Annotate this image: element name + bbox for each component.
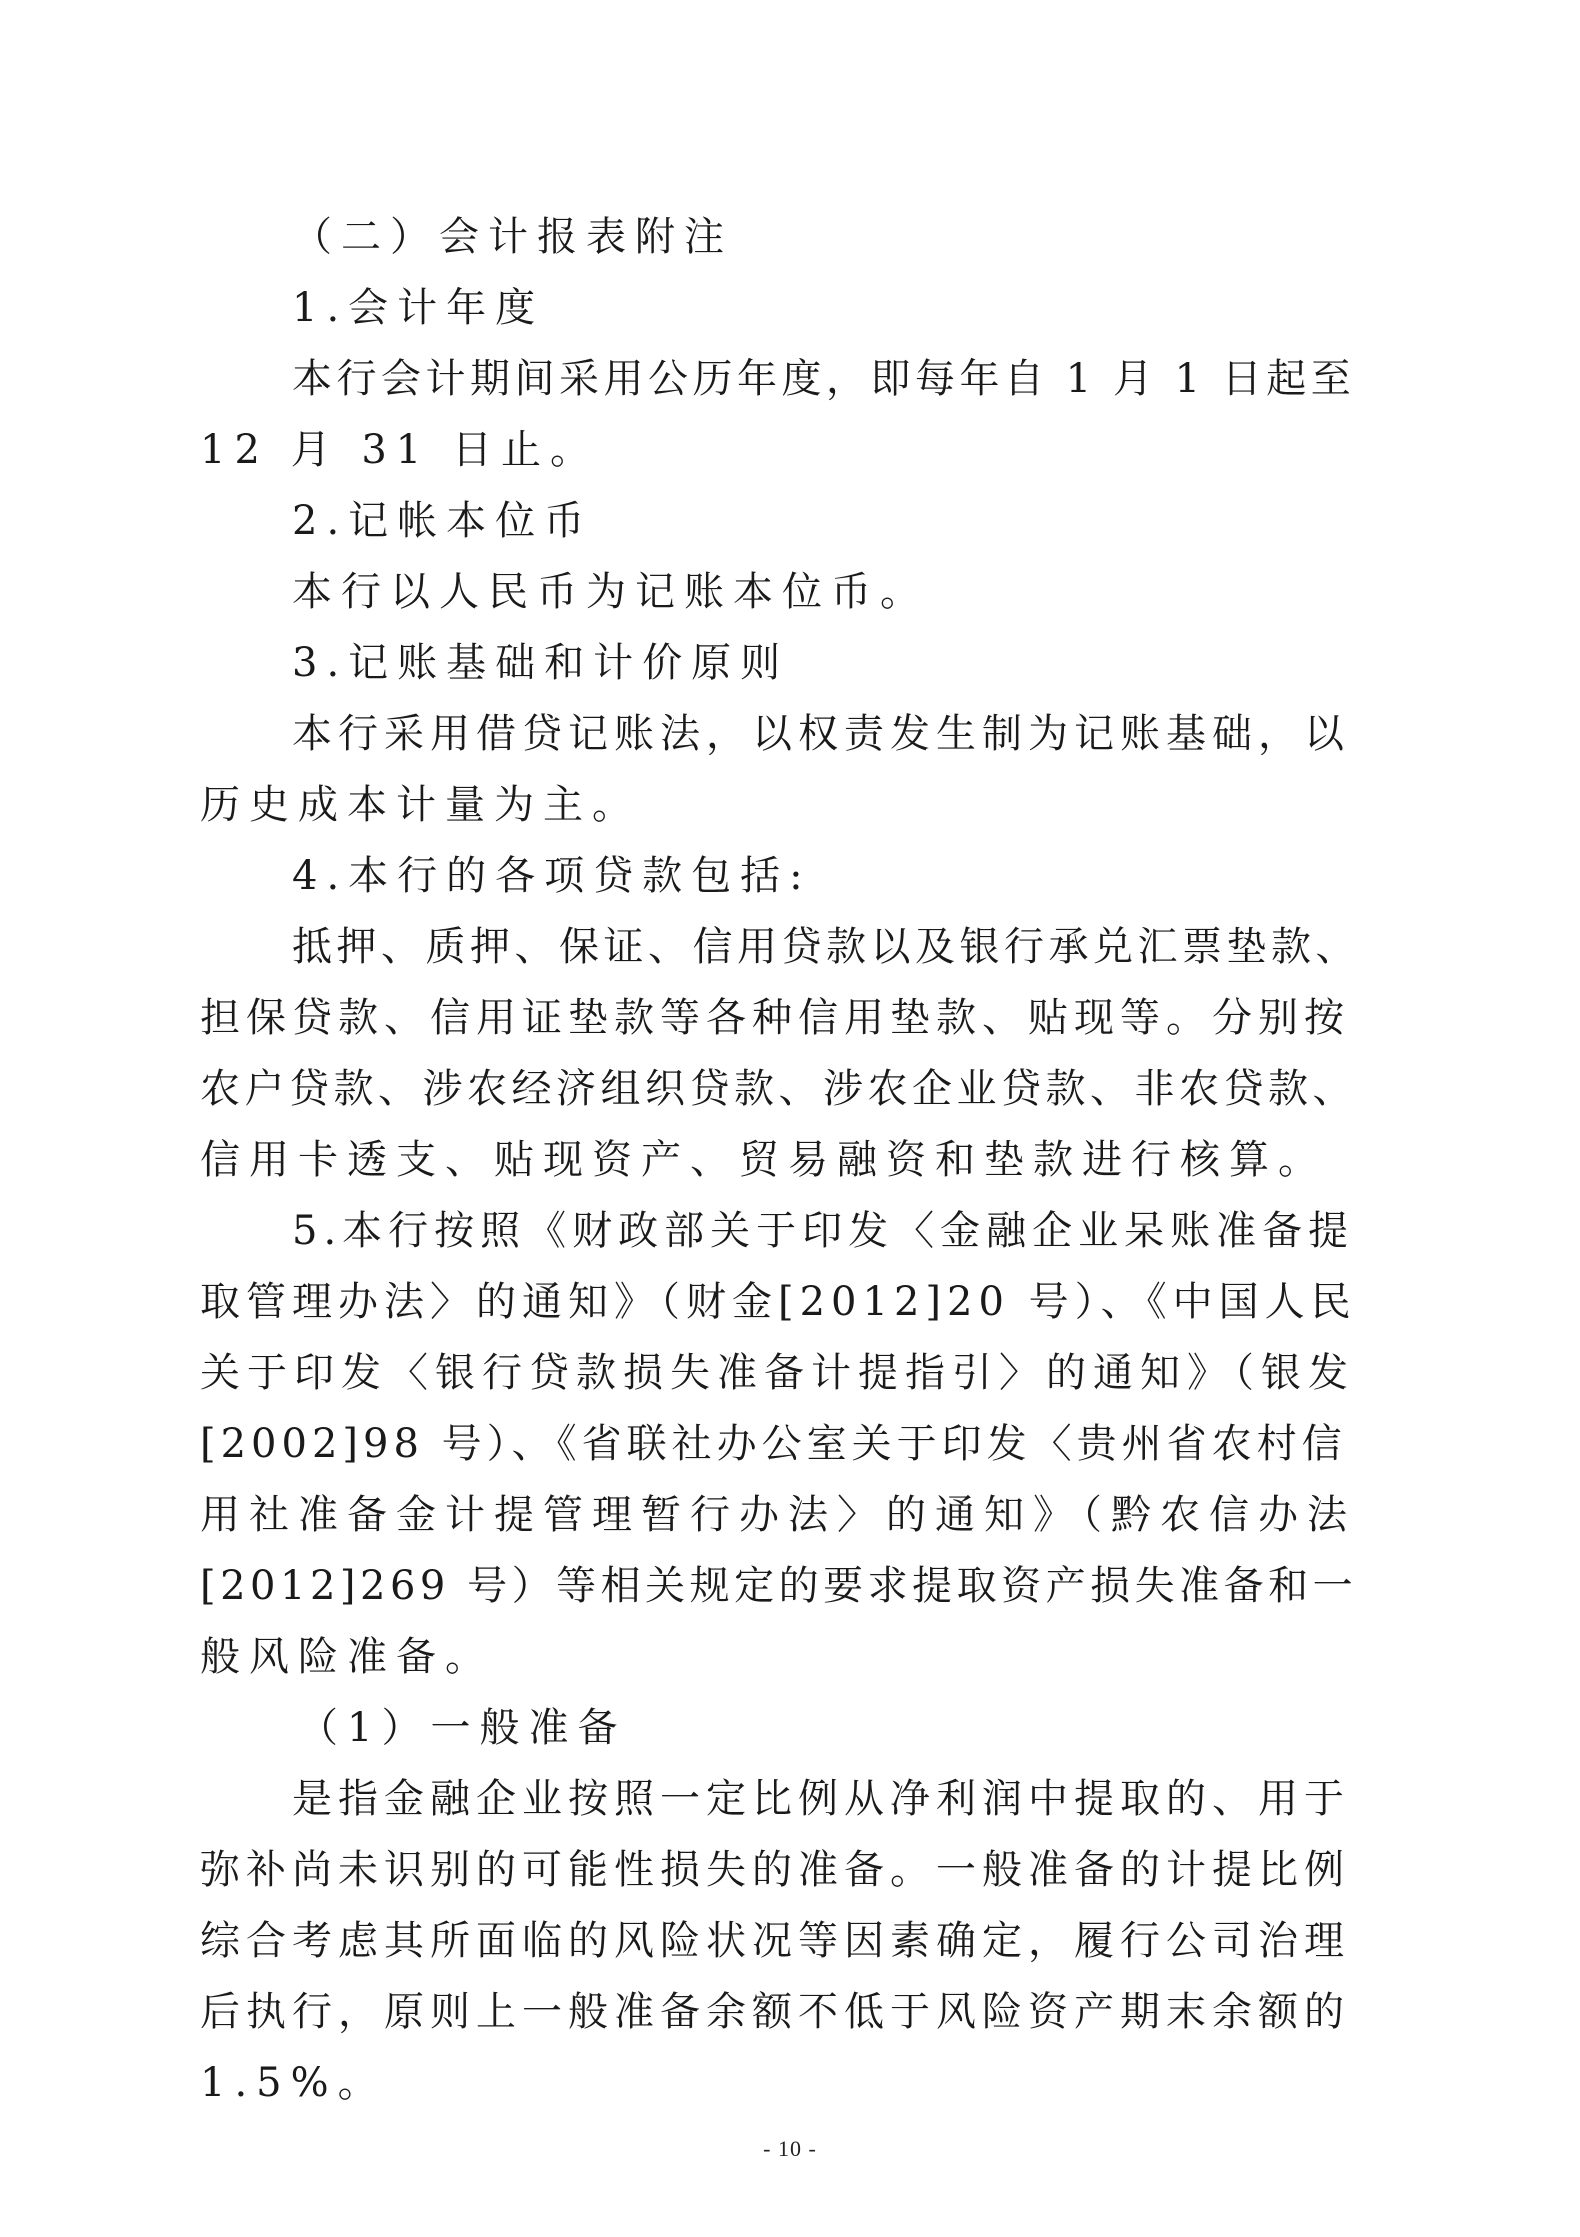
subsection-heading: （1）一般准备 xyxy=(298,1705,627,1751)
paragraph-line: 担保贷款、信用证垫款等各种信用垫款、贴现等。分别按 xyxy=(200,995,1350,1041)
paragraph-line: 用社准备金计提管理暂行办法〉的通知》（黔农信办法 xyxy=(200,1492,1356,1538)
paragraph-line: 本行以人民币为记账本位币。 xyxy=(292,569,929,615)
section-heading: （二）会计报表附注 xyxy=(292,214,733,260)
paragraph-line: 信用卡透支、贴现资产、贸易融资和垫款进行核算。 xyxy=(200,1137,1327,1183)
item-heading-2: 2.记帐本位币 xyxy=(292,498,594,544)
item-heading-1: 1.会计年度 xyxy=(292,285,545,331)
paragraph-line: 历史成本计量为主。 xyxy=(200,782,641,828)
paragraph-line: 取管理办法〉的通知》（财金[2012]20 号）、《中国人民 xyxy=(200,1279,1357,1325)
paragraph-line: 农户贷款、涉农经济组织贷款、涉农企业贷款、非农贷款、 xyxy=(200,1066,1357,1112)
paragraph-line: 本行会计期间采用公历年度，即每年自 1 月 1 日起至 xyxy=(292,356,1356,402)
paragraph-line: 般风险准备。 xyxy=(200,1634,494,1680)
paragraph-line: 综合考虑其所面临的风险状况等因素确定，履行公司治理 xyxy=(200,1918,1350,1964)
paragraph-line: [2002]98 号）、《省联社办公室关于印发〈贵州省农村信 xyxy=(200,1421,1347,1467)
paragraph-line: 是指金融企业按照一定比例从净利润中提取的、用于 xyxy=(292,1776,1350,1822)
document-page xyxy=(200,0,1360,2237)
paragraph-line: [2012]269 号）等相关规定的要求提取资产损失准备和一 xyxy=(200,1563,1358,1609)
paragraph-line: 关于印发〈银行贷款损失准备计提指引〉的通知》（银发 xyxy=(200,1350,1355,1396)
item-heading-4: 4.本行的各项贷款包括: xyxy=(292,853,812,899)
paragraph-line: 1.5%。 xyxy=(200,2060,387,2106)
item-heading-3: 3.记账基础和计价原则 xyxy=(292,640,790,686)
paragraph-line: 本行采用借贷记账法，以权责发生制为记账基础，以 xyxy=(292,711,1350,757)
document-body xyxy=(200,202,1360,2119)
paragraph-line: 后执行，原则上一般准备余额不低于风险资产期末余额的 xyxy=(200,1989,1350,2035)
item-heading-5: 5.本行按照《财政部关于印发〈金融企业呆账准备提 xyxy=(292,1208,1355,1254)
paragraph-line: 弥补尚未识别的可能性损失的准备。一般准备的计提比例 xyxy=(200,1847,1350,1893)
paragraph-line: 抵押、质押、保证、信用贷款以及银行承兑汇票垫款、 xyxy=(292,924,1360,970)
paragraph-line: 12 月 31 日止。 xyxy=(200,427,599,473)
page-number: - 10 - xyxy=(763,2136,817,2161)
